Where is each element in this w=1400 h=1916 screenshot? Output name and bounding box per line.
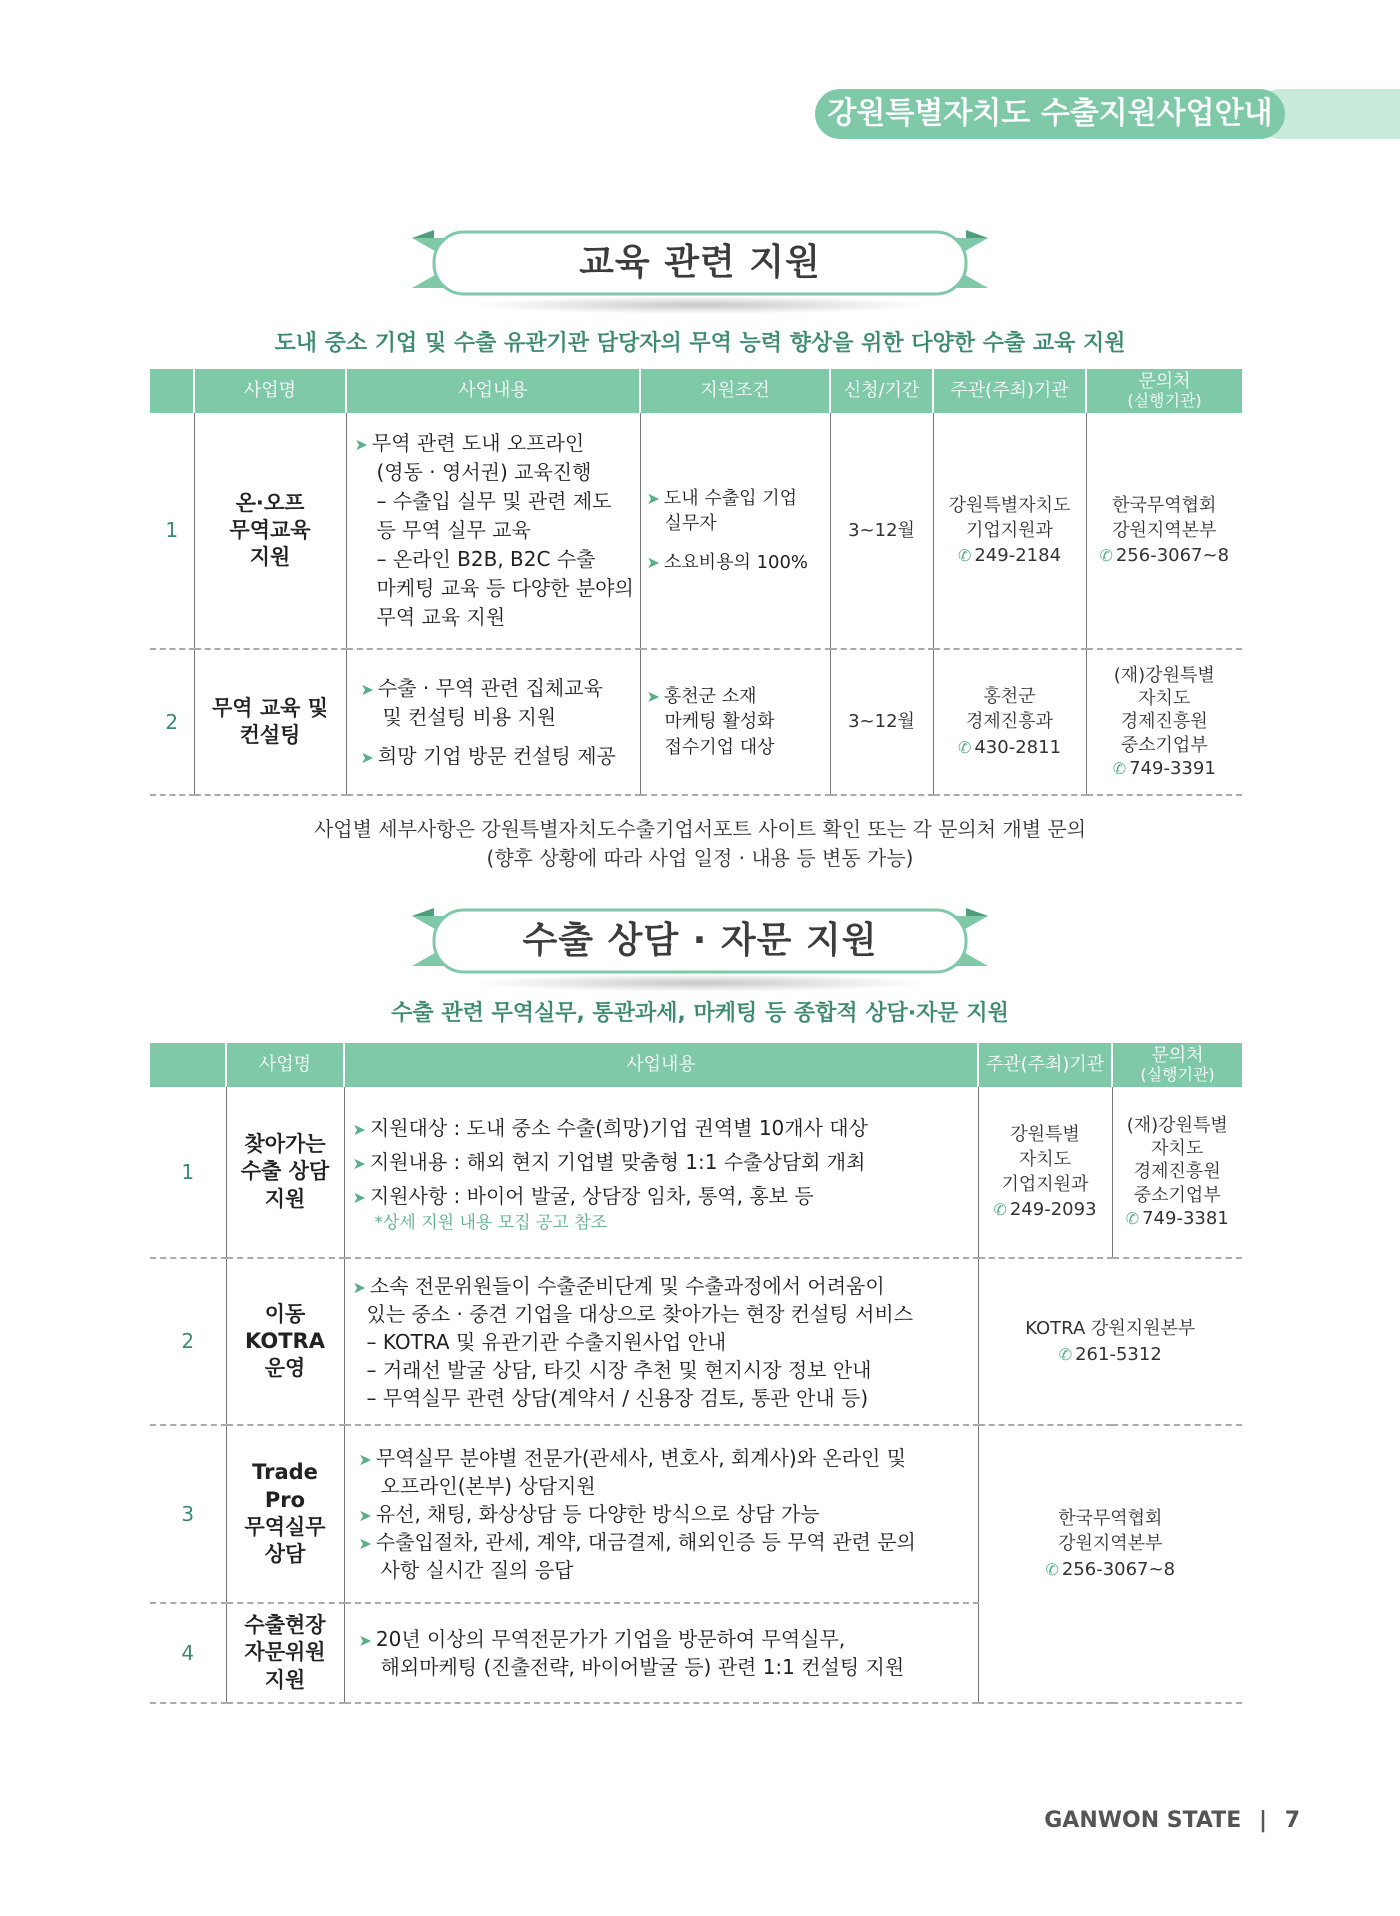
content-line: 수출입절차, 관세, 계약, 대금결제, 해외인증 등 무역 관련 문의: [375, 1530, 916, 1554]
footnote-line: (향후 상황에 따라 사업 일정 · 내용 등 변동 가능): [486, 846, 914, 870]
contact-line: 중소기업부: [1133, 1184, 1221, 1206]
phone-number: 256-3067~8: [1061, 1558, 1176, 1580]
organizer-line: 자치도: [1018, 1148, 1072, 1170]
program-name-line: 무역교육: [229, 517, 311, 542]
content-line: 및 컨설팅 비용 지원: [382, 704, 557, 729]
program-name-line: 수출현장: [244, 1613, 326, 1638]
program-name-line: 지원: [264, 1186, 306, 1211]
program-name-line: 지원: [264, 1667, 306, 1692]
education-support-table: [150, 369, 1242, 796]
phone-icon: ✆: [993, 1200, 1007, 1220]
program-name: [226, 1258, 344, 1425]
content-line: 사항 실시간 질의 응답: [380, 1558, 574, 1582]
col-contact: [1086, 369, 1242, 413]
content-line: 20년 이상의 무역전문가가 기업을 방문하여 무역실무,: [375, 1627, 846, 1651]
table-row: [150, 649, 1242, 795]
col-no: [150, 369, 194, 413]
program-name-line: Trade: [252, 1460, 318, 1485]
content-line: – 무역실무 관련 상담(계약서 / 신용장 검토, 통관 안내 등): [366, 1385, 869, 1410]
phone-icon: ✆: [957, 737, 972, 757]
col-contact-sub: (실행기관): [1127, 391, 1202, 411]
program-content: [344, 1087, 978, 1258]
contact-line: 중소기업부: [1120, 734, 1208, 756]
program-name-line: Pro: [264, 1487, 306, 1512]
content-line: – 온라인 B2B, B2C 수출: [376, 547, 596, 571]
triangle-right-icon: ➤: [352, 1119, 366, 1139]
phone-icon: ✆: [1099, 546, 1113, 566]
contact-line: (재)강원특별: [1126, 1114, 1228, 1136]
row-number: 3: [150, 1425, 226, 1603]
col-organizer: 주관(주최)기관: [978, 1043, 1112, 1087]
triangle-right-icon: ➤: [352, 1277, 366, 1297]
application-period: 3~12월: [830, 649, 933, 795]
content-note: *상세 지원 내용 모집 공고 참조: [374, 1212, 608, 1233]
condition-line: 실무자: [664, 512, 717, 534]
ribbon-shadow: [470, 296, 930, 314]
content-line: – 거래선 발굴 상담, 타깃 시장 추천 및 현지시장 정보 안내: [366, 1357, 872, 1382]
phone-number: 749-3391: [1129, 758, 1216, 780]
organizer: [933, 413, 1086, 649]
program-name: [194, 413, 346, 649]
contact: [1086, 413, 1242, 649]
condition-line: 마케팅 활성화: [664, 711, 775, 733]
organizer-line: 기업지원과: [966, 519, 1053, 541]
phone-icon: ✆: [957, 546, 972, 566]
program-name-line: 무역실무: [244, 1515, 326, 1539]
organizer-line: 강원특별자치도: [948, 494, 1071, 516]
content-line: 무역실무 분야별 전문가(관세사, 변호사, 회계사)와 온라인 및: [375, 1446, 907, 1470]
table-row: [150, 1425, 1242, 1603]
col-contact-sub: (실행기관): [1140, 1065, 1215, 1085]
content-line: 등 무역 실무 교육: [376, 518, 531, 542]
triangle-right-icon: ➤: [646, 488, 660, 508]
contact-line: 한국무역협회: [1112, 494, 1217, 516]
section1-subtitle: 도내 중소 기업 및 수출 유관기관 담당자의 무역 능력 향상을 위한 다양한 수출 교육 지원: [274, 331, 1126, 356]
header-title: 강원특별자치도 수출지원사업안내: [815, 89, 1285, 139]
program-name-line: 지원: [249, 545, 291, 570]
support-condition: [640, 649, 830, 795]
triangle-right-icon: ➤: [358, 1534, 372, 1553]
triangle-right-icon: ➤: [646, 687, 660, 707]
triangle-right-icon: ➤: [358, 1506, 372, 1525]
program-content: [346, 413, 640, 649]
row-number: 1: [150, 1087, 226, 1258]
condition-line: 홍천군 소재: [663, 686, 757, 708]
program-name: [226, 1603, 344, 1703]
phone-number: 261-5312: [1075, 1343, 1162, 1365]
table-row: [150, 1087, 1242, 1258]
triangle-right-icon: ➤: [358, 1631, 372, 1650]
section1-ribbon: [412, 230, 988, 302]
program-name-line: 컨설팅: [239, 723, 301, 747]
content-line: 마케팅 교육 등 다양한 분야의: [376, 576, 634, 600]
col-contact-label: 문의처: [1151, 1045, 1204, 1067]
program-content: [344, 1603, 978, 1703]
phone-icon: ✆: [1125, 1209, 1140, 1229]
contact-line: 경제진흥원: [1133, 1161, 1221, 1183]
col-content: 사업내용: [344, 1043, 978, 1087]
phone-icon: ✆: [1112, 759, 1127, 779]
condition-line: 소요비용의 100%: [663, 552, 809, 574]
program-content: [344, 1425, 978, 1603]
application-period: 3~12월: [830, 413, 933, 649]
phone-number: 249-2093: [1009, 1199, 1097, 1221]
section2-ribbon: [412, 908, 988, 980]
triangle-right-icon: ➤: [360, 747, 374, 767]
organizer: [978, 1425, 1242, 1703]
content-line: 해외마케팅 (진출전략, 바이어발굴 등) 관련 1:1 컨설팅 지원: [380, 1655, 905, 1679]
triangle-right-icon: ➤: [360, 679, 374, 699]
content-line: 유선, 채팅, 화상상담 등 다양한 방식으로 상담 가능: [375, 1502, 820, 1526]
content-line: 무역 관련 도내 오프라인: [371, 431, 585, 455]
program-name-line: 운영: [264, 1356, 306, 1381]
section2-subtitle: 수출 관련 무역실무, 통관과세, 마케팅 등 종합적 상담·자문 지원: [391, 1001, 1009, 1026]
condition-line: 접수기업 대상: [664, 736, 775, 758]
phone-number: 749-3381: [1142, 1208, 1229, 1230]
page-footer: [1000, 1808, 1300, 1833]
program-name-line: 무역 교육 및: [211, 695, 329, 720]
triangle-right-icon: ➤: [646, 553, 660, 573]
content-line: 오프라인(본부) 상담지원: [380, 1474, 596, 1498]
content-line: 지원사항 : 바이어 발굴, 상담장 임차, 통역, 홍보 등: [369, 1183, 814, 1208]
section1-footnote: [150, 815, 1250, 873]
col-contact: [1112, 1043, 1242, 1087]
organizer-line: 강원지역본부: [1058, 1533, 1163, 1555]
table-row: [150, 413, 1242, 649]
row-number: 1: [150, 413, 194, 649]
program-content: [346, 649, 640, 795]
table-header-row: [150, 1043, 1242, 1087]
program-name-line: 찾아가는: [244, 1132, 326, 1157]
content-line: – KOTRA 및 유관기관 수출지원사업 안내: [366, 1329, 727, 1354]
content-line: 있는 중소 · 중견 기업을 대상으로 찾아가는 현장 컨설팅 서비스: [366, 1301, 914, 1326]
section2-title: 수출 상담 · 자문 지원: [522, 920, 878, 961]
ribbon-shadow: [470, 974, 930, 992]
triangle-right-icon: ➤: [352, 1153, 366, 1173]
content-line: (영동 · 영서권) 교육진행: [376, 460, 592, 484]
program-name: [226, 1087, 344, 1258]
row-number: 2: [150, 1258, 226, 1425]
organizer-line: 기업지원과: [1001, 1174, 1089, 1195]
organizer-line: KOTRA 강원지원본부: [1025, 1318, 1196, 1340]
condition-line: 도내 수출입 기업: [663, 487, 798, 509]
col-no: [150, 1043, 226, 1087]
content-line: – 수출입 실무 및 관련 제도: [376, 489, 612, 513]
contact: [1112, 1087, 1242, 1258]
col-content: 사업내용: [346, 369, 640, 413]
contact-line: (재)강원특별: [1113, 664, 1215, 686]
organizer: [978, 1258, 1242, 1425]
contact: [1086, 649, 1242, 795]
organizer-line: 강원특별: [1010, 1123, 1080, 1145]
organizer-line: 홍천군: [983, 686, 1036, 708]
section1-title: 교육 관련 지원: [579, 242, 821, 283]
consulting-support-table: [150, 1043, 1242, 1704]
triangle-right-icon: ➤: [354, 435, 368, 454]
program-name-line: 상담: [264, 1542, 306, 1567]
content-line: 소속 전문위원들이 수출준비단계 및 수출과정에서 어려움이: [369, 1273, 885, 1298]
table-header-row: [150, 369, 1242, 413]
page-number: 7: [1284, 1808, 1300, 1833]
program-name-line: 온·오프: [235, 490, 305, 515]
program-name: [226, 1425, 344, 1603]
triangle-right-icon: ➤: [352, 1187, 366, 1207]
content-line: 지원대상 : 도내 중소 수출(희망)기업 권역별 10개사 대상: [369, 1115, 868, 1140]
content-line: 지원내용 : 해외 현지 기업별 맞춤형 1:1 수출상담회 개최: [369, 1149, 866, 1174]
footer-brand: GANWON STATE: [1044, 1808, 1242, 1833]
organizer: [978, 1087, 1112, 1258]
row-number: 4: [150, 1603, 226, 1703]
content-line: 수출 · 무역 관련 집체교육: [377, 675, 603, 700]
col-condition: 지원조건: [640, 369, 830, 413]
contact-line: 경제진흥원: [1120, 711, 1208, 733]
program-name: [194, 649, 346, 795]
col-period: 신청/기간: [830, 369, 933, 413]
content-line: 희망 기업 방문 컨설팅 제공: [377, 743, 616, 768]
phone-icon: ✆: [1058, 1344, 1073, 1364]
triangle-right-icon: ➤: [358, 1450, 372, 1469]
col-name: 사업명: [226, 1043, 344, 1087]
program-name-line: 이동: [264, 1301, 306, 1326]
phone-number: 256-3067~8: [1115, 545, 1230, 567]
organizer-line: 경제진흥과: [966, 711, 1053, 733]
row-number: 2: [150, 649, 194, 795]
contact-line: 자치도: [1151, 1137, 1204, 1159]
contact-line: 자치도: [1138, 687, 1191, 709]
organizer: [933, 649, 1086, 795]
program-name-line: 자문위원: [244, 1640, 326, 1665]
support-condition: [640, 413, 830, 649]
organizer-line: 한국무역협회: [1058, 1508, 1163, 1530]
table-row: [150, 1258, 1242, 1425]
col-contact-label: 문의처: [1138, 371, 1191, 393]
content-line: 무역 교육 지원: [376, 605, 506, 629]
phone-icon: ✆: [1045, 1559, 1059, 1579]
program-content: [344, 1258, 978, 1425]
program-name-line: 수출 상담: [240, 1159, 330, 1184]
footnote-line: 사업별 세부사항은 강원특별자치도수출기업서포트 사이트 확인 또는 각 문의처 개별 문의: [313, 817, 1087, 841]
phone-number: 430-2811: [974, 736, 1062, 758]
col-name: 사업명: [194, 369, 346, 413]
phone-number: 249-2184: [974, 545, 1062, 567]
program-name-line: KOTRA: [245, 1328, 325, 1353]
col-organizer: 주관(주최)기관: [933, 369, 1086, 413]
contact-line: 강원지역본부: [1112, 519, 1217, 541]
footer-separator: |: [1258, 1808, 1268, 1833]
